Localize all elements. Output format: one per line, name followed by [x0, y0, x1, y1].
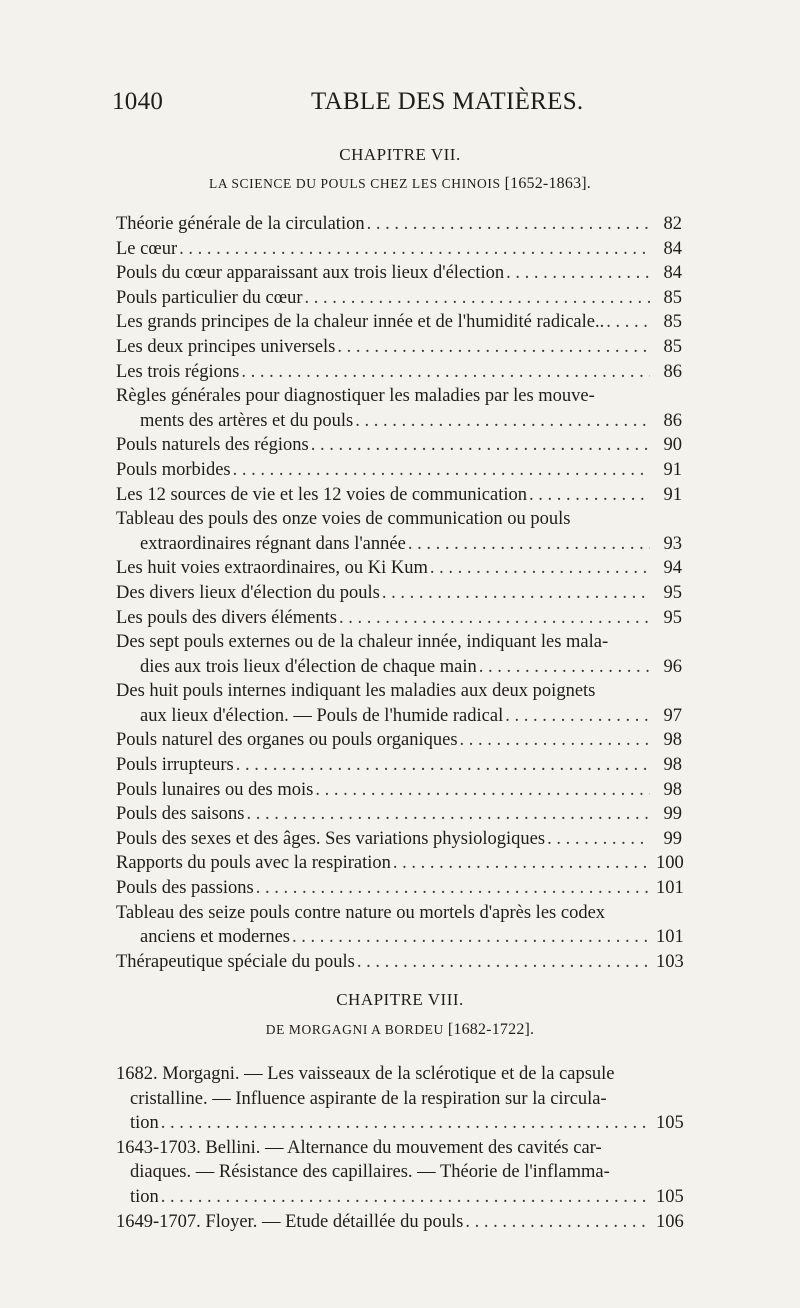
- dot-leader: [465, 1210, 650, 1235]
- toc-entry-text: tion: [130, 1113, 159, 1134]
- toc-entry: [116, 679, 682, 728]
- toc-entry: [116, 384, 682, 433]
- toc-entry-last-line: [116, 704, 682, 729]
- toc-page-number: 85: [663, 312, 682, 333]
- toc-page-number: 100: [656, 853, 684, 874]
- toc-entry-last-line: [116, 1210, 682, 1235]
- toc-entry-text: Des sept pouls externes ou de la chaleur innée, indiquant les mala-: [116, 632, 609, 653]
- toc-entry: [116, 630, 682, 679]
- toc-entry: [116, 876, 682, 901]
- toc-entry-last-line: [116, 728, 682, 753]
- dot-leader: [529, 483, 650, 508]
- dot-leader: [305, 286, 651, 311]
- toc-entry-text: Pouls naturel des organes ou pouls organiques: [116, 730, 458, 751]
- toc-entry-last-line: [116, 335, 682, 360]
- toc-entry-last-line: [116, 409, 682, 434]
- dot-leader: [161, 1185, 650, 1210]
- dot-leader: [339, 606, 650, 631]
- chapter-8-dates: [1682-1722].: [447, 1021, 535, 1038]
- toc-entry-last-line: [116, 556, 682, 581]
- chapter-7-toc: [116, 212, 682, 974]
- toc-entry: [116, 212, 682, 237]
- toc-entry-line: [116, 901, 682, 926]
- toc-entry-text: Pouls morbides: [116, 459, 231, 480]
- toc-page-number: 84: [663, 263, 682, 284]
- dot-leader: [315, 778, 650, 803]
- toc-entry-last-line: [116, 753, 682, 778]
- toc-page-number: 85: [663, 336, 682, 357]
- toc-entry: [116, 458, 682, 483]
- toc-entry: [116, 310, 682, 335]
- toc-entry: [116, 507, 682, 556]
- dot-leader: [337, 335, 650, 360]
- dot-leader: [460, 728, 650, 753]
- toc-page-number: 94: [663, 558, 682, 579]
- chapter-7-dates: [1652-1863].: [504, 175, 591, 192]
- dot-leader: [367, 212, 650, 237]
- toc-page-number: 86: [663, 361, 682, 382]
- dot-leader: [393, 851, 650, 876]
- toc-entry-text: ments des artères et du pouls: [140, 410, 354, 431]
- toc-page-number: 91: [663, 484, 682, 505]
- dot-leader: [161, 1111, 650, 1136]
- toc-entry-text: Tableau des pouls des onze voies de communication ou pouls: [116, 509, 571, 530]
- toc-entry-text: 1682. Morgagni. — Les vaisseaux de la sclérotique et de la capsule: [116, 1064, 615, 1084]
- dot-leader: [382, 581, 650, 606]
- toc-entry-text: aux lieux d'élection. — Pouls de l'humide radical: [140, 705, 504, 726]
- toc-entry-line: [116, 1160, 682, 1185]
- toc-page-number: 99: [663, 828, 682, 849]
- page-number: 1040: [112, 88, 164, 115]
- toc-entry-text: Pouls des saisons: [116, 804, 245, 825]
- dot-leader: [606, 310, 650, 335]
- toc-entry-text: tion: [130, 1186, 159, 1207]
- dot-leader: [506, 261, 650, 286]
- dot-leader: [241, 360, 650, 385]
- toc-entry: [116, 433, 682, 458]
- toc-entry-text: Thérapeutique spéciale du pouls: [116, 951, 355, 972]
- toc-entry: [116, 778, 682, 803]
- dot-leader: [236, 753, 650, 778]
- toc-entry: [116, 286, 682, 311]
- toc-entry-line: [116, 679, 682, 704]
- chapter-8-subtitle: [0, 1021, 800, 1039]
- toc-entry-text: Pouls naturels des régions: [116, 435, 309, 456]
- toc-entry-line: [116, 507, 682, 532]
- toc-page-number: 106: [656, 1211, 684, 1232]
- toc-entry-text: Pouls des passions: [116, 878, 254, 899]
- toc-page-number: 85: [663, 287, 682, 308]
- dot-leader: [233, 458, 650, 483]
- toc-entry-line: [116, 384, 682, 409]
- toc-entry-last-line: [116, 778, 682, 803]
- dot-leader: [357, 950, 650, 975]
- toc-entry-text: Pouls des sexes et des âges. Ses variations physiologiques: [116, 828, 546, 849]
- toc-entry-last-line: [116, 261, 682, 286]
- toc-entry-last-line: [116, 876, 682, 901]
- toc-entry-last-line: [116, 581, 682, 606]
- toc-page-number: 101: [656, 878, 684, 899]
- dot-leader: [311, 433, 650, 458]
- toc-entry-last-line: [116, 1185, 682, 1210]
- dot-leader: [256, 876, 650, 901]
- toc-entry: [116, 483, 682, 508]
- toc-entry-text: Des divers lieux d'élection du pouls: [116, 582, 380, 603]
- toc-entry: [116, 1210, 682, 1235]
- toc-entry-text: Des huit pouls internes indiquant les maladies aux deux poignets: [116, 681, 596, 702]
- toc-entry-text: cristalline. — Influence aspirante de la respiration sur la circula-: [130, 1088, 607, 1109]
- toc-entry-text: Pouls lunaires ou des mois: [116, 779, 314, 800]
- toc-page-number: 99: [663, 804, 682, 825]
- toc-page-number: 101: [656, 927, 684, 948]
- toc-entry-last-line: [116, 532, 682, 557]
- toc-entry-text: extraordinaires régnant dans l'année: [140, 533, 406, 554]
- toc-entry-last-line: [116, 483, 682, 508]
- chapter-7-subtitle-text: LA SCIENCE DU POULS CHEZ LES CHINOIS: [209, 176, 501, 191]
- toc-entry-last-line: [116, 655, 682, 680]
- toc-entry-text: anciens et modernes: [140, 927, 290, 948]
- dot-leader: [547, 827, 650, 852]
- toc-entry-last-line: [116, 310, 682, 335]
- toc-entry-last-line: [116, 827, 682, 852]
- toc-entry: [116, 556, 682, 581]
- toc-entry: [116, 827, 682, 852]
- dot-leader: [430, 556, 650, 581]
- toc-entry-text: Le cœur: [116, 238, 178, 259]
- toc-entry-text: Pouls du cœur apparaissant aux trois lieux d'élection: [116, 263, 505, 284]
- toc-page-number: 95: [663, 582, 682, 603]
- dot-leader: [247, 802, 651, 827]
- toc-entry-last-line: [116, 606, 682, 631]
- toc-entry-text: 1643-1703. Bellini. — Alternance du mouvement des cavités car-: [116, 1137, 602, 1158]
- toc-entry-last-line: [116, 237, 682, 262]
- dot-leader: [505, 704, 650, 729]
- toc-page-number: 91: [663, 459, 682, 480]
- running-title: TABLE DES MATIÈRES.: [311, 88, 584, 115]
- toc-entry: [116, 753, 682, 778]
- toc-entry-line: [116, 1062, 682, 1087]
- toc-entry: [116, 1136, 682, 1210]
- toc-entry-text: Les deux principes universels: [116, 336, 336, 357]
- chapter-8-toc: [116, 1062, 682, 1234]
- dot-leader: [292, 925, 650, 950]
- toc-entry-last-line: [116, 851, 682, 876]
- chapter-8-subtitle-text: DE MORGAGNI A BORDEU: [265, 1022, 444, 1037]
- toc-entry-line: [116, 1087, 682, 1112]
- toc-entry-last-line: [116, 950, 682, 975]
- toc-entry-text: Les huit voies extraordinaires, ou Ki Kum: [116, 558, 428, 579]
- toc-entry-text: Règles générales pour diagnostiquer les maladies par les mouve-: [116, 386, 595, 407]
- toc-page-number: 98: [663, 779, 682, 800]
- toc-entry-text: Rapports du pouls avec la respiration: [116, 853, 391, 874]
- toc-entry: [116, 581, 682, 606]
- toc-entry: [116, 360, 682, 385]
- toc-entry: [116, 802, 682, 827]
- toc-page-number: 95: [663, 607, 682, 628]
- toc-entry: [116, 851, 682, 876]
- toc-page-number: 98: [663, 755, 682, 776]
- toc-page-number: 93: [663, 533, 682, 554]
- toc-entry-text: Tableau des seize pouls contre nature ou mortels d'après les codex: [116, 902, 606, 923]
- toc-entry-last-line: [116, 925, 682, 950]
- running-head: [112, 88, 672, 122]
- dot-leader: [408, 532, 650, 557]
- toc-entry: [116, 901, 682, 950]
- toc-entry-last-line: [116, 212, 682, 237]
- toc-entry-text: diaques. — Résistance des capillaires. — Théorie de l'inflamma-: [130, 1162, 610, 1183]
- toc-entry-last-line: [116, 1111, 682, 1136]
- toc-entry-text: Théorie générale de la circulation: [116, 214, 365, 234]
- toc-page-number: 86: [663, 410, 682, 431]
- toc-entry: [116, 335, 682, 360]
- toc-entry: [116, 950, 682, 975]
- toc-page-number: 105: [656, 1186, 684, 1207]
- toc-entry-text: Les grands principes de la chaleur innée et de l'humidité radicale..: [116, 312, 605, 333]
- toc-page-number: 96: [663, 656, 682, 677]
- toc-entry-text: Les pouls des divers éléments: [116, 607, 337, 628]
- toc-entry-last-line: [116, 360, 682, 385]
- toc-entry: [116, 1062, 682, 1136]
- chapter-7-subtitle: [0, 175, 800, 193]
- toc-entry-text: 1649-1707. Floyer. — Etude détaillée du pouls: [116, 1211, 464, 1232]
- toc-entry-last-line: [116, 286, 682, 311]
- toc-entry-text: Pouls irrupteurs: [116, 755, 234, 776]
- toc-entry-text: dies aux trois lieux d'élection de chaque main: [140, 656, 477, 677]
- toc-entry: [116, 728, 682, 753]
- toc-entry-line: [116, 630, 682, 655]
- toc-entry-line: [116, 1136, 682, 1161]
- toc-entry-last-line: [116, 458, 682, 483]
- dot-leader: [479, 655, 650, 680]
- chapter-8-heading: CHAPITRE VIII.: [336, 990, 464, 1009]
- toc-entry-last-line: [116, 802, 682, 827]
- chapter-7-heading: CHAPITRE VII.: [339, 145, 461, 164]
- dot-leader: [355, 409, 650, 434]
- toc-entry: [116, 606, 682, 631]
- toc-entry: [116, 261, 682, 286]
- toc-page-number: 90: [663, 435, 682, 456]
- toc-entry: [116, 237, 682, 262]
- toc-entry-last-line: [116, 433, 682, 458]
- toc-page-number: 82: [663, 214, 682, 234]
- toc-entry-text: Pouls particulier du cœur: [116, 287, 303, 308]
- toc-entry-text: Les trois régions: [116, 361, 240, 382]
- toc-page-number: 105: [656, 1113, 684, 1134]
- toc-entry-text: Les 12 sources de vie et les 12 voies de communication: [116, 484, 528, 505]
- toc-page-number: 98: [663, 730, 682, 751]
- dot-leader: [179, 237, 650, 262]
- toc-page-number: 84: [663, 238, 682, 259]
- toc-page-number: 97: [663, 705, 682, 726]
- toc-page-number: 103: [656, 951, 684, 972]
